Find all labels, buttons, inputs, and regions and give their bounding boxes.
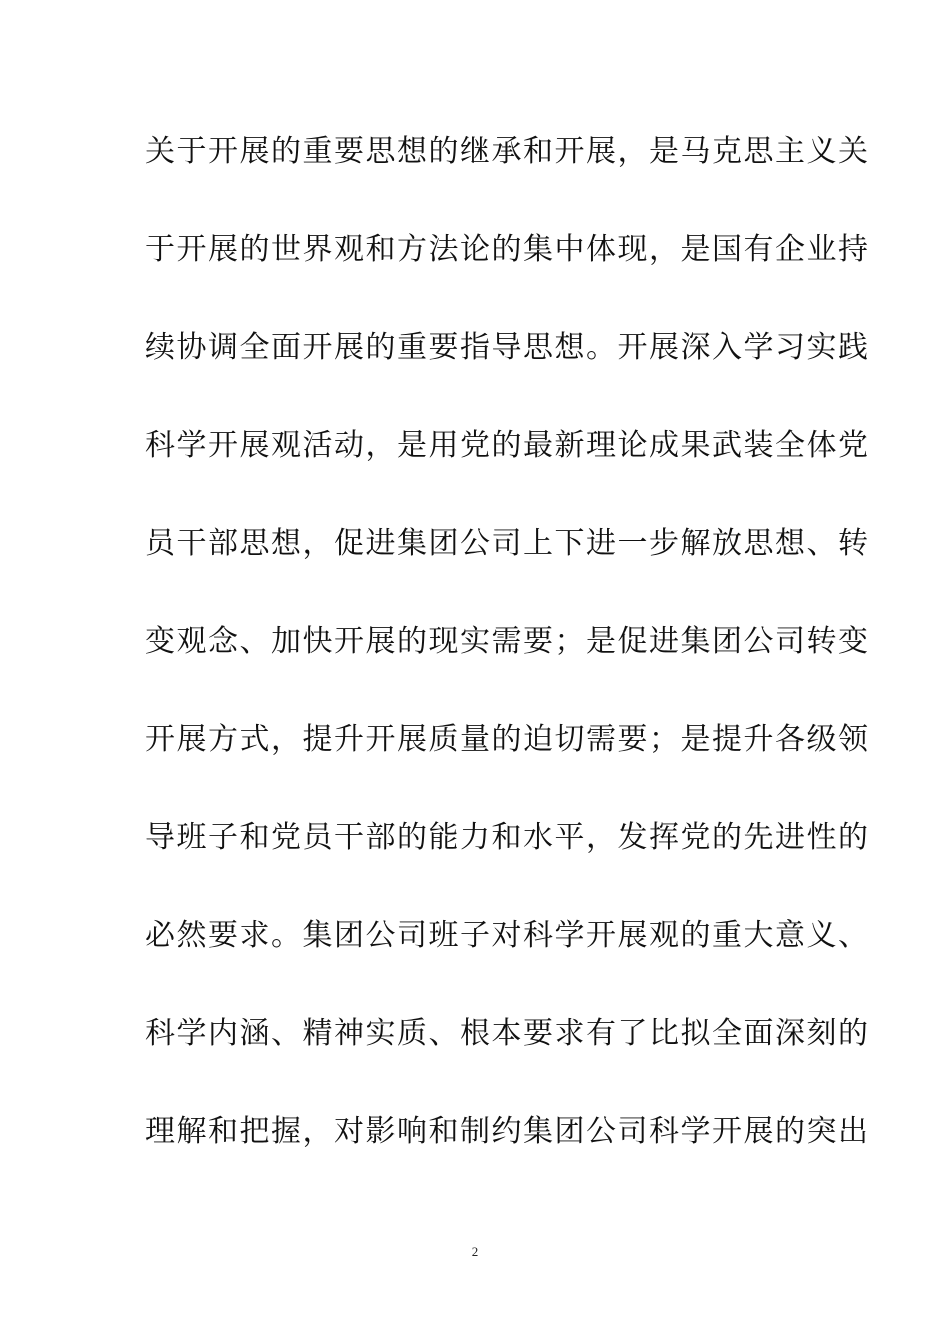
- text-line: 科学开展观活动，是用党的最新理论成果武装全体党: [145, 428, 870, 463]
- text-line: 关于开展的重要思想的继承和开展，是马克思主义关: [145, 134, 870, 169]
- text-line: 理解和把握，对影响和制约集团公司科学开展的突出: [145, 1114, 870, 1149]
- text-line: 科学内涵、精神实质、根本要求有了比拟全面深刻的: [145, 1016, 870, 1051]
- text-line: 必然要求。集团公司班子对科学开展观的重大意义、: [145, 918, 870, 953]
- text-line: 导班子和党员干部的能力和水平，发挥党的先进性的: [145, 820, 870, 855]
- page-number: 2: [471, 1244, 479, 1259]
- text-line: 于开展的世界观和方法论的集中体现，是国有企业持: [145, 232, 870, 267]
- text-line: 续协调全面开展的重要指导思想。开展深入学习实践: [145, 330, 870, 365]
- body-paragraph: [145, 127, 870, 1205]
- text-line: 员干部思想，促进集团公司上下进一步解放思想、转: [145, 526, 870, 561]
- text-line: 变观念、加快开展的现实需要；是促进集团公司转变: [145, 624, 870, 659]
- text-line: 开展方式，提升开展质量的迫切需要；是提升各级领: [145, 722, 870, 757]
